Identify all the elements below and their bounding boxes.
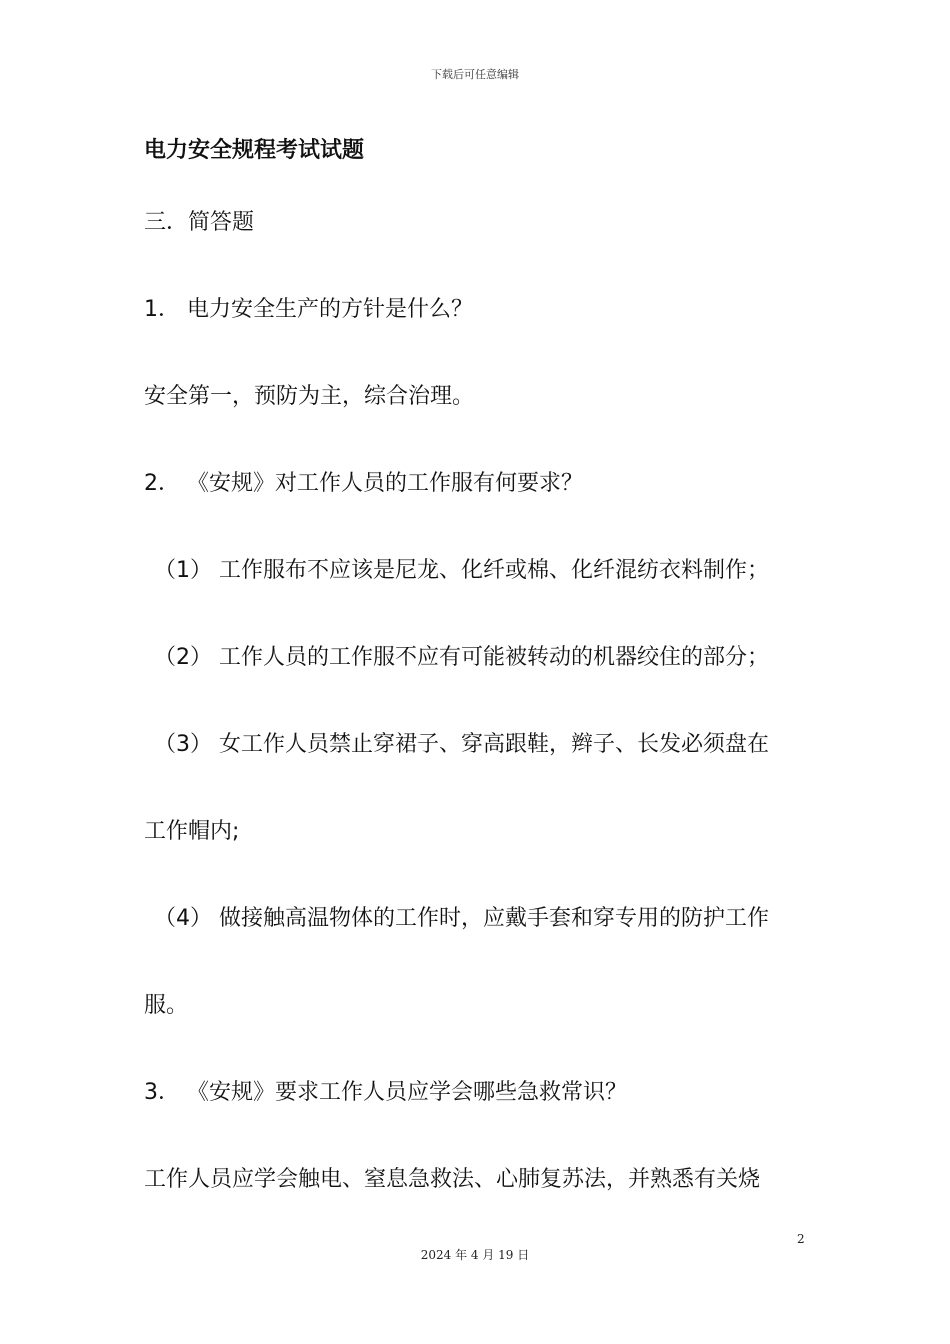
answer-2-item-1: （1） 工作服布不应该是尼龙、化纤或棉、化纤混纺衣料制作； xyxy=(154,558,769,583)
answer-2-item-3-continued: 工作帽内; xyxy=(144,819,240,844)
answer-2-item-4-continued: 服。 xyxy=(144,993,189,1018)
document-title: 电力安全规程考试试题 xyxy=(144,138,365,163)
header-note: 下载后可任意编辑 xyxy=(431,68,519,81)
answer-3: 工作人员应学会触电、窒息急救法、心肺复苏法，并熟悉有关烧 xyxy=(144,1167,761,1192)
question-2: 2． 《安规》对工作人员的工作服有何要求？ xyxy=(144,471,583,496)
answer-2-item-3: （3） 女工作人员禁止穿裙子、穿高跟鞋，辫子、长发必须盘在 xyxy=(154,732,769,757)
question-3: 3． 《安规》要求工作人员应学会哪些急救常识？ xyxy=(144,1080,627,1105)
section-heading: 三．简答题 xyxy=(144,210,255,235)
footer-date: 2024 年 4 月 19 日 xyxy=(420,1248,530,1262)
answer-1: 安全第一，预防为主，综合治理。 xyxy=(144,384,475,409)
answer-2-item-4: （4） 做接触高温物体的工作时，应戴手套和穿专用的防护工作 xyxy=(154,906,769,931)
question-1: 1． 电力安全生产的方针是什么？ xyxy=(144,297,473,322)
answer-2-item-2: （2） 工作人员的工作服不应有可能被转动的机器绞住的部分； xyxy=(154,645,769,670)
page-number: 2 xyxy=(797,1232,805,1246)
